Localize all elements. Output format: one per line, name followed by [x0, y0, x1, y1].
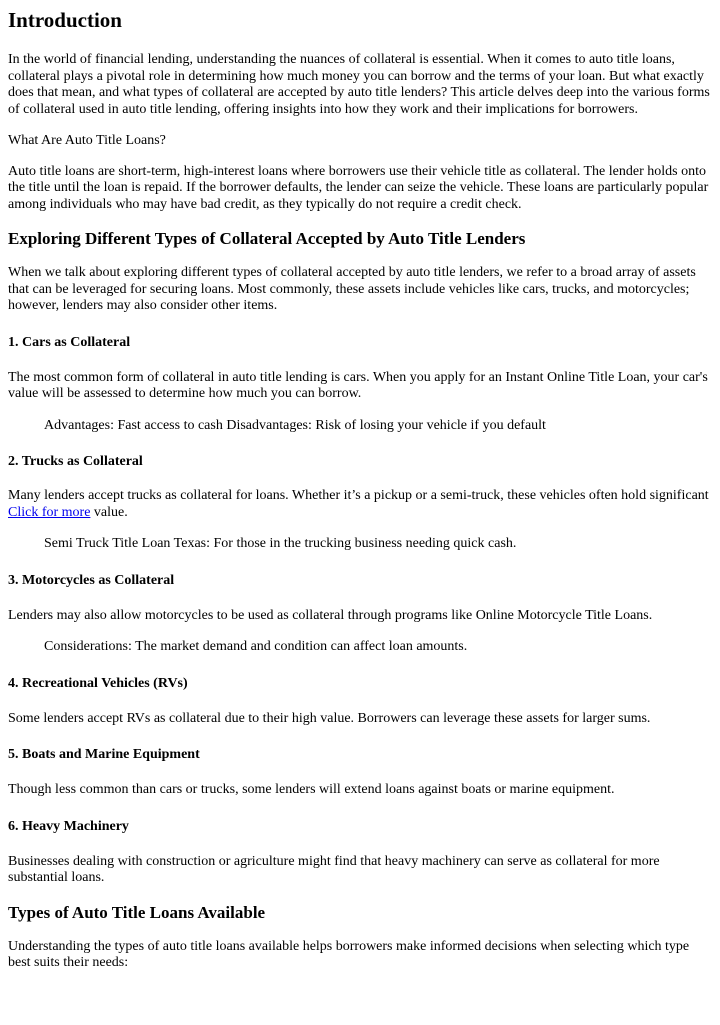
- trucks-paragraph-tail: value.: [90, 504, 128, 520]
- trucks-paragraph-text: Many lenders accept trucks as collateral for loans. Whether it’s a pickup or a semi-truck, these vehicles often hold significant: [8, 488, 709, 503]
- trucks-paragraph: [8, 488, 712, 521]
- exploring-heading: Exploring Different Types of Collateral Accepted by Auto Title Lenders: [8, 229, 526, 248]
- machinery-heading: 6. Heavy Machinery: [8, 818, 129, 834]
- trucks-heading: 2. Trucks as Collateral: [8, 454, 143, 469]
- cars-note: Advantages: Fast access to cash Disadvantages: Risk of losing your vehicle if you default: [44, 417, 546, 433]
- boats-paragraph: Though less common than cars or trucks, some lenders will extend loans against boats or marine equipment.: [8, 782, 615, 797]
- intro-paragraph: In the world of financial lending, understanding the nuances of collateral is essential. When it comes to auto title loans, collateral plays a pivotal role in determining how much money you can borrow and the terms of your loan. But what exactly does that mean, and what types of collateral are accepted by auto title lenders? This article delves deep into the various forms of collateral used in auto title lending, offering insights into how they work and their implications for borrowers.: [8, 52, 710, 117]
- cars-heading: 1. Cars as Collateral: [8, 334, 131, 350]
- article: [0, 8, 720, 972]
- motorcycles-paragraph: Lenders may also allow motorcycles to be used as collateral through programs like Online Motorcycle Title Loans.: [8, 607, 653, 623]
- intro-question: What Are Auto Title Loans?: [8, 133, 166, 148]
- intro-heading: Introduction: [8, 8, 122, 32]
- rvs-paragraph: Some lenders accept RVs as collateral due to their high value. Borrowers can leverage these assets for larger sums.: [8, 710, 651, 726]
- rvs-heading: 4. Recreational Vehicles (RVs): [8, 675, 188, 691]
- motorcycles-heading: 3. Motorcycles as Collateral: [8, 572, 175, 588]
- types-paragraph: Understanding the types of auto title loans available helps borrowers make informed decisions when selecting which type best suits their needs:: [8, 938, 690, 970]
- motorcycles-note: Considerations: The market demand and condition can affect loan amounts.: [44, 639, 468, 654]
- boats-heading: 5. Boats and Marine Equipment: [8, 747, 200, 762]
- click-for-more-link[interactable]: Click for more: [8, 504, 91, 520]
- exploring-paragraph: When we talk about exploring different types of collateral accepted by auto title lenders, we refer to a broad array of assets that can be leveraged for securing loans. Most commonly, these assets include vehicles like cars, trucks, and motorcycles; however, lenders may also consider other items.: [8, 265, 696, 313]
- trucks-note: Semi Truck Title Loan Texas: For those in the trucking business needing quick cash.: [44, 536, 517, 551]
- types-heading: Types of Auto Title Loans Available: [8, 902, 266, 922]
- cars-paragraph: The most common form of collateral in auto title lending is cars. When you apply for an Instant Online Title Loan, your car's value will be assessed to determine how much you can borrow.: [8, 369, 708, 401]
- intro-answer: Auto title loans are short-term, high-interest loans where borrowers use their vehicle title as collateral. The lender holds onto the title until the loan is repaid. If the borrower defaults, the lender can seize the vehicle. These loans are particularly popular among individuals who may have bad credit, as they typically do not require a credit check.: [8, 163, 709, 212]
- machinery-paragraph: Businesses dealing with construction or agriculture might find that heavy machinery can serve as collateral for more substantial loans.: [8, 853, 660, 885]
